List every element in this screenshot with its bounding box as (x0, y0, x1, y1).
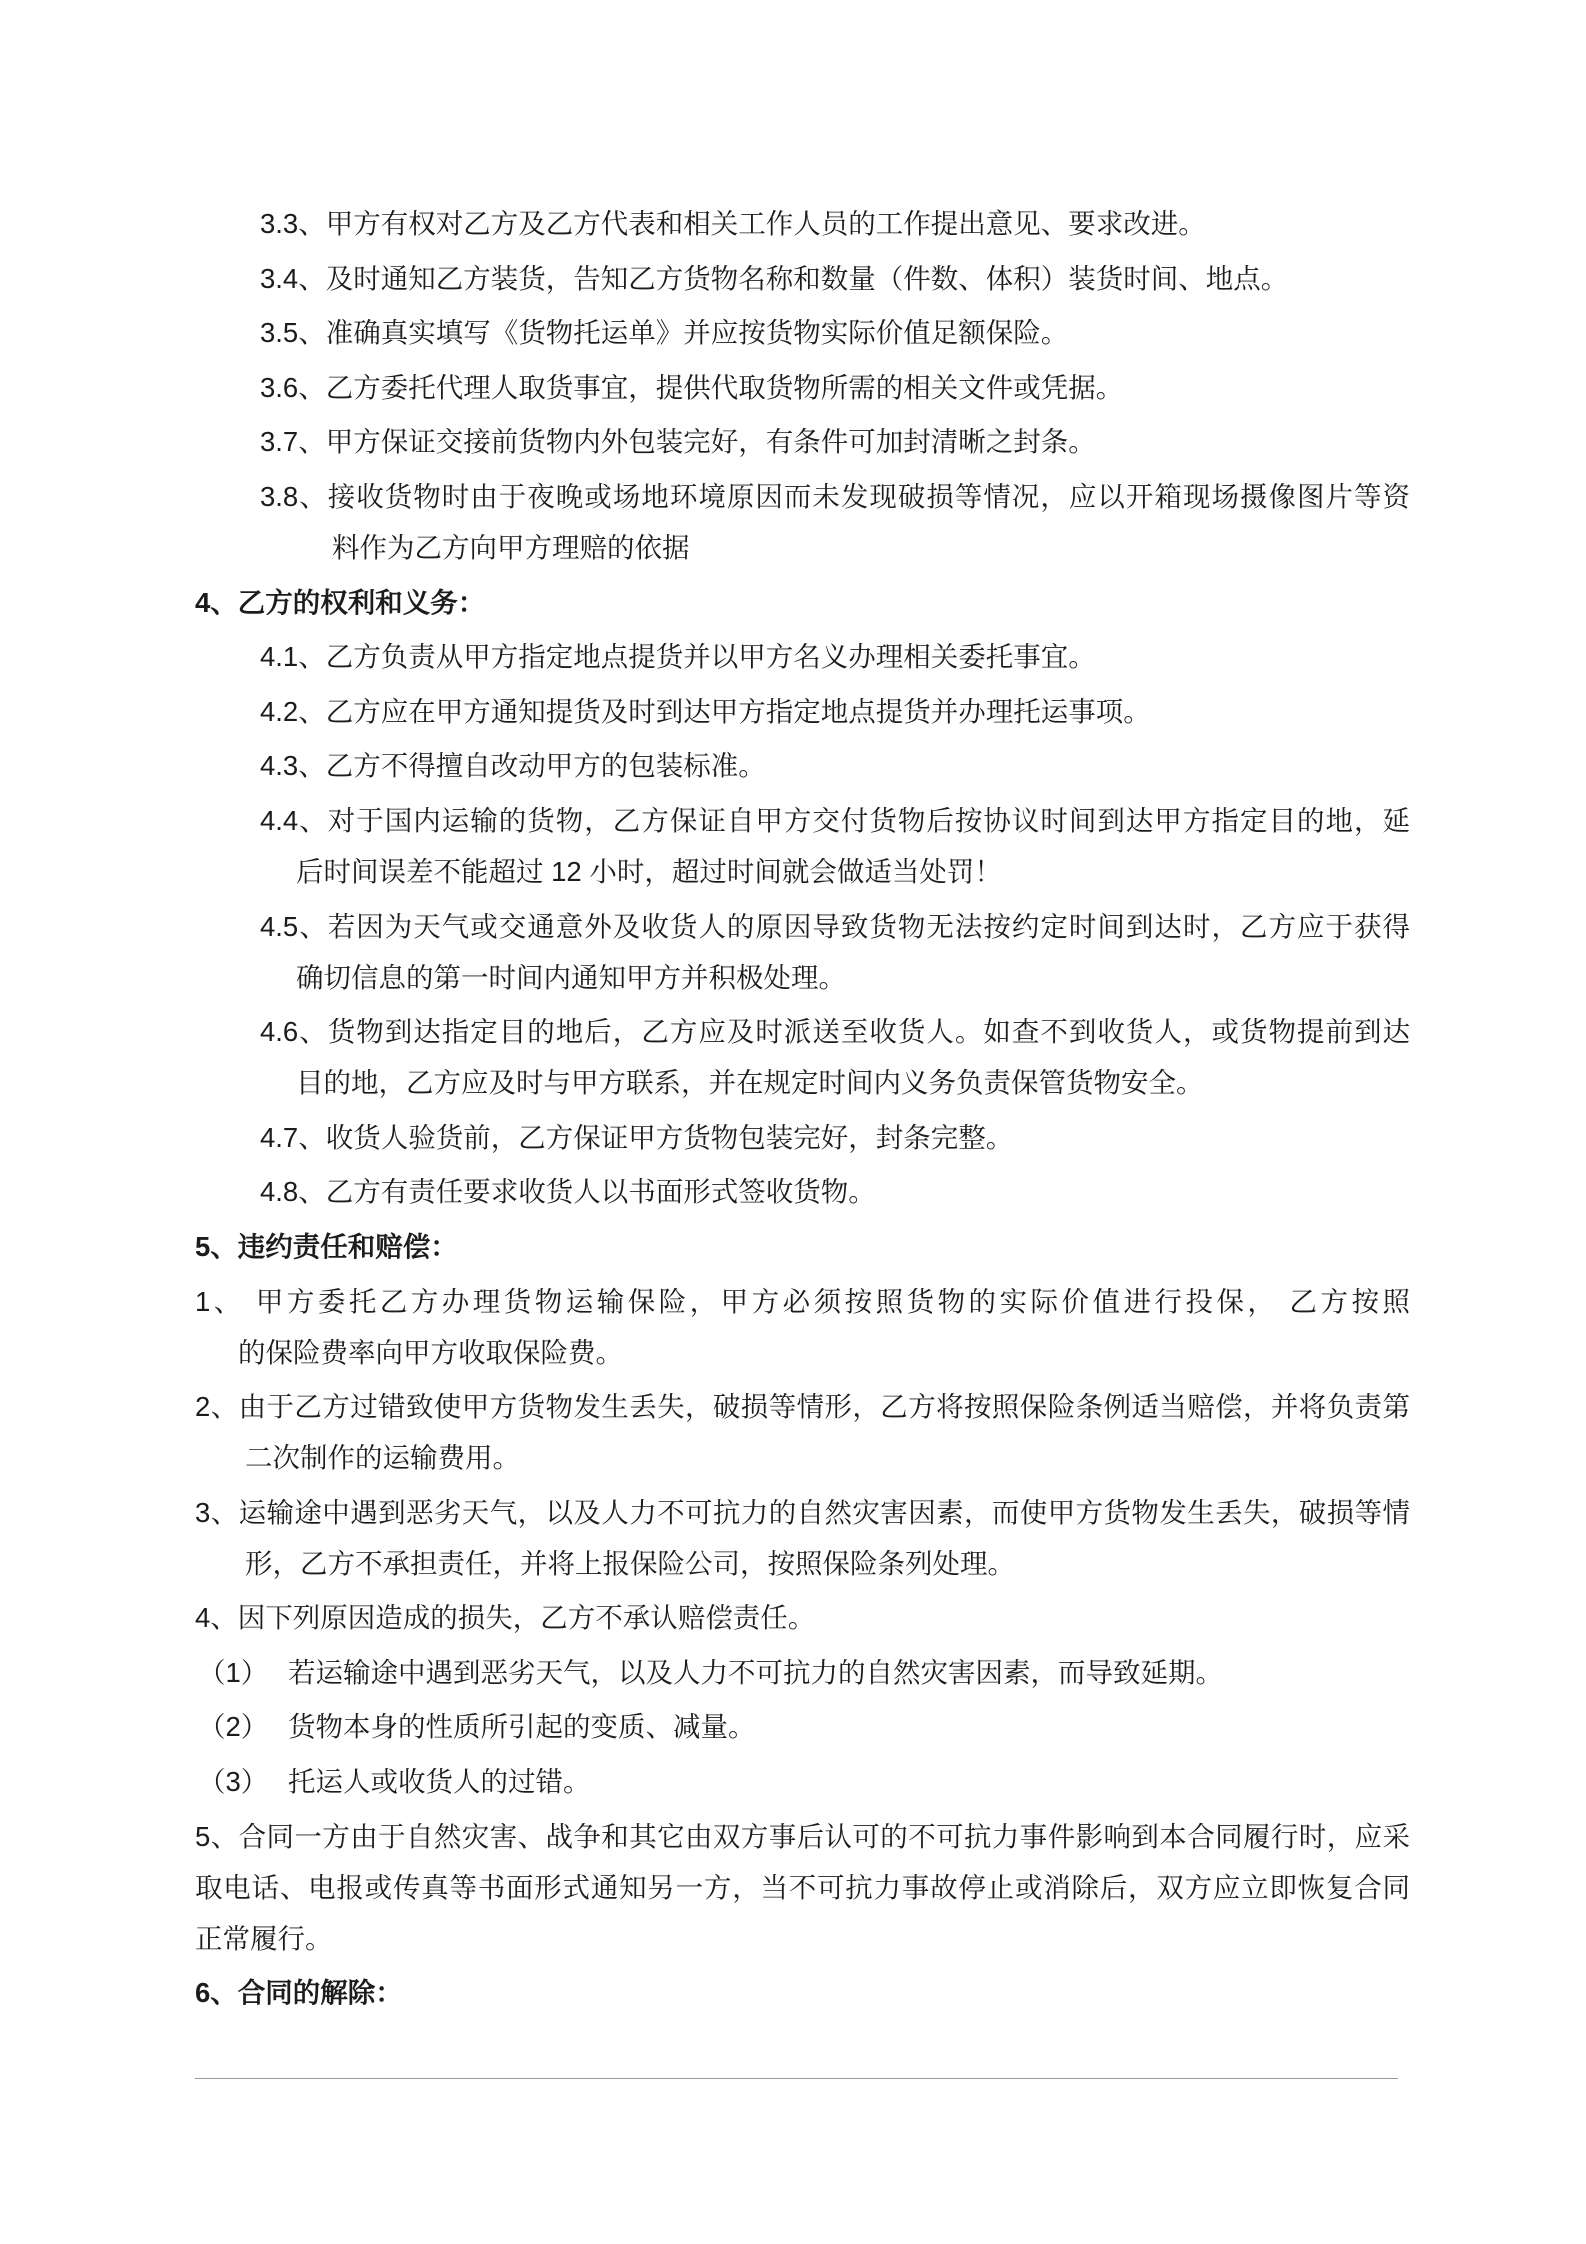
clause-3-4 (0, 253, 1586, 304)
sub-item-2-text: 货物本身的性质所引起的变质、减量。 (288, 1711, 756, 1743)
clause-5-3 (0, 1487, 1586, 1589)
clause-5-2-line-2: 二次制作的运输费用。 (245, 1442, 520, 1474)
clause-4-6 (0, 1006, 1586, 1108)
section-6-heading: 6、合同的解除： (195, 1977, 403, 2009)
clause-4-3 (0, 740, 1586, 791)
clause-4-5-line-1: 4.5、若因为天气或交通意外及收货人的原因导致货物无法按约定时间到达时，乙方应于获得 (260, 910, 1410, 942)
clause-4-5 (0, 901, 1586, 1003)
clause-4-7 (0, 1112, 1586, 1163)
clause-3-5 (0, 307, 1586, 358)
clause-4-1 (0, 631, 1586, 682)
section-4-heading: 4、乙方的权利和义务： (195, 586, 486, 618)
clause-3-8-line-2: 料作为乙方向甲方理赔的依据 (332, 531, 690, 563)
clause-4-5-line-2: 确切信息的第一时间内通知甲方并积极处理。 (296, 961, 846, 993)
clause-4-3-line-1: 4.3、乙方不得擅自改动甲方的包装标准。 (260, 750, 766, 782)
clause-4-7-line-1: 4.7、收货人验货前，乙方保证甲方货物包装完好，封条完整。 (260, 1121, 1014, 1153)
footer-divider (195, 2078, 1398, 2079)
clause-3-8 (0, 471, 1586, 573)
clause-5-1-line-1: 1、 甲方委托乙方办理货物运输保险，甲方必须按照货物的实际价值进行投保， 乙方按照 (195, 1285, 1410, 1317)
sub-item-1-line (198, 1647, 1410, 1698)
clause-3-3 (0, 198, 1586, 249)
sub-item-1-label: （1） (198, 1656, 269, 1688)
clause-4-6-line-2: 目的地，乙方应及时与甲方联系，并在规定时间内义务负责保管货物安全。 (296, 1067, 1204, 1099)
sub-item-2-line (198, 1701, 1410, 1752)
sub-item-1-text: 若运输途中遇到恶劣天气，以及人力不可抗力的自然灾害因素，而导致延期。 (288, 1656, 1223, 1688)
clause-5-5-line-2: 取电话、电报或传真等书面形式通知另一方，当不可抗力事故停止或消除后，双方应立即恢复合同 (195, 1871, 1410, 1903)
clause-4-1-line-1: 4.1、乙方负责从甲方指定地点提货并以甲方名义办理相关委托事宜。 (260, 641, 1096, 673)
clause-5-5-line-1: 5、合同一方由于自然灾害、战争和其它由双方事后认可的不可抗力事件影响到本合同履行时，应采 (195, 1820, 1410, 1852)
clause-4-8 (0, 1166, 1586, 1217)
clause-5-5-line-3: 正常履行。 (195, 1922, 333, 1954)
section-5-heading: 5、违约责任和赔偿： (195, 1230, 458, 1262)
clause-3-7-line-1: 3.7、甲方保证交接前货物内外包装完好，有条件可加封清晰之封条。 (260, 426, 1096, 458)
clause-3-6-line-1: 3.6、乙方委托代理人取货事宜，提供代取货物所需的相关文件或凭据。 (260, 371, 1124, 403)
section-4-heading-block (0, 577, 1586, 628)
clause-5-3-line-1: 3、运输途中遇到恶劣天气，以及人力不可抗力的自然灾害因素，而使甲方货物发生丢失，破损等情 (195, 1496, 1410, 1528)
sub-item-3-line (198, 1756, 1410, 1807)
sub-item-3-label: （3） (198, 1766, 269, 1798)
clause-3-8-line-1: 3.8、接收货物时由于夜晚或场地环境原因而未发现破损等情况，应以开箱现场摄像图片等资 (260, 480, 1410, 512)
clause-4-8-line-1: 4.8、乙方有责任要求收货人以书面形式签收货物。 (260, 1176, 876, 1208)
clause-5-5 (0, 1811, 1586, 1964)
clause-5-4-line-1: 4、因下列原因造成的损失，乙方不承认赔偿责任。 (195, 1602, 816, 1634)
clause-5-4 (0, 1592, 1586, 1643)
clause-5-2 (0, 1381, 1586, 1483)
clause-4-4-line-1: 4.4、对于国内运输的货物，乙方保证自甲方交付货物后按协议时间到达甲方指定目的地，延 (260, 804, 1410, 836)
section-6-heading-block (0, 1967, 1586, 2018)
clause-4-2-line-1: 4.2、乙方应在甲方通知提货及时到达甲方指定地点提货并办理托运事项。 (260, 695, 1151, 727)
sub-item-3 (0, 1756, 1586, 1807)
sub-item-2-label: （2） (198, 1711, 269, 1743)
clause-3-3-line-1: 3.3、甲方有权对乙方及乙方代表和相关工作人员的工作提出意见、要求改进。 (260, 208, 1206, 239)
sub-item-3-text: 托运人或收货人的过错。 (288, 1766, 591, 1798)
clause-5-1 (0, 1276, 1586, 1378)
clause-5-2-line-1: 2、由于乙方过错致使甲方货物发生丢失，破损等情形，乙方将按照保险条例适当赔偿，并将负责第 (195, 1391, 1410, 1423)
clause-3-5-line-1: 3.5、准确真实填写《货物托运单》并应按货物实际价值足额保险。 (260, 317, 1069, 349)
clause-3-4-line-1: 3.4、及时通知乙方装货，告知乙方货物名称和数量（件数、体积）装货时间、地点。 (260, 262, 1289, 294)
sub-item-2 (0, 1701, 1586, 1752)
section-5-heading-block (0, 1221, 1586, 1272)
clause-5-3-line-2: 形，乙方不承担责任，并将上报保险公司，按照保险条列处理。 (245, 1547, 1015, 1579)
clause-5-1-line-2: 的保险费率向甲方收取保险费。 (238, 1336, 623, 1368)
sub-item-1 (0, 1647, 1586, 1698)
clause-4-4-line-2: 后时间误差不能超过 12 小时，超过时间就会做适当处罚！ (296, 855, 1002, 887)
clause-3-6 (0, 362, 1586, 413)
clause-4-2 (0, 686, 1586, 737)
clause-3-7 (0, 416, 1586, 467)
clause-4-6-line-1: 4.6、货物到达指定目的地后，乙方应及时派送至收货人。如查不到收货人，或货物提前到达 (260, 1016, 1410, 1048)
clause-4-4 (0, 795, 1586, 897)
